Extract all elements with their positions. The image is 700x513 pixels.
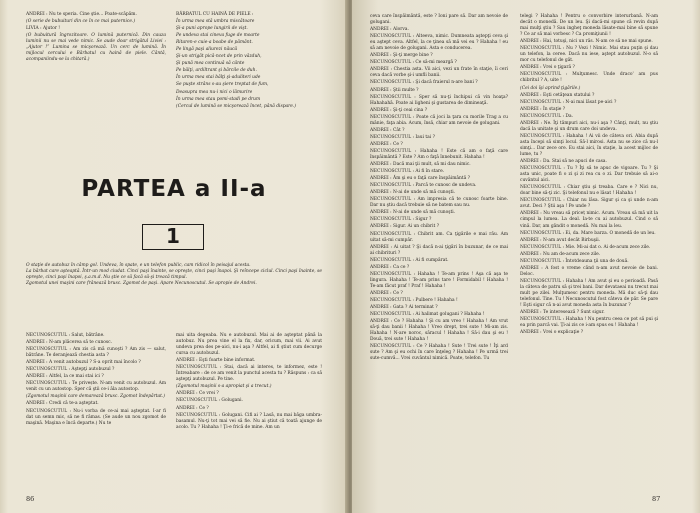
dialogue-line: NECUNOSCUTUL : Ei, da. Mare barza. O monedă de un leu. [520, 230, 656, 236]
dialogue-line: NECUNOSCUTUL : Ce să-mi meargă ? [370, 60, 457, 66]
dialogue-line: ANDREI : Nu te speria. Cine ştie... Poate-scăpăm. [26, 12, 137, 17]
song-line: Pe lingă paşi aliurezi năucă [176, 47, 238, 53]
dialogue-line: NECUNOSCUTUL : Golugani. [176, 398, 243, 404]
dialogue-line: ANDREI : Şi-ţi merge bine ? [370, 53, 433, 59]
dialogue-line: NECUNOSCUTUL : Hahaha ! Te-am prins ! Aşa că aşa te lingura. Hahaha ! Te-am prins tare ! Formidabil ! Hahaha ! Te-am făcut praf ! Praf ! Hahaha ! [370, 271, 508, 289]
dialogue-line: NECUNOSCUTUL : Sigur ? [370, 217, 432, 223]
dialogue-line: ANDREI : A venit autobuzul ? S-a oprit mai încolo ? [26, 360, 141, 366]
stage-direction: (Cei doi îşi aprind ţigările.) [520, 85, 581, 91]
dialogue-line: ANDREI : Vrei o explicaţie ? [520, 330, 584, 336]
dialogue-line: ANDREI : N-am avut decât Birbuşii. [520, 237, 601, 243]
song-line: Şi-a puni aprope lungirii de vişt. [176, 26, 248, 32]
left-column-top-2 [176, 12, 322, 111]
dialogue-line: telegi ? Hahaha ! Pentru o convorbire interurbană. N-am decât o monedă. De un leu. Şi dacă-mi spune că revin după mai mulţi ştiu ? Sau ingheţ moneda lăsate-mai bine să spune ? Ce ar să mai vorbesc ? Ca promiţiunii ! [520, 14, 658, 38]
dialogue-line: NECUNOSCUTUL : Salut, bătrâne. [26, 333, 105, 338]
dialogue-line: NECUNOSCUTUL : Am impresia că te cunosc foarte bine. Dar nu ştiu dacă trebuie să ne batem sau nu. [370, 197, 508, 209]
dialogue-line: ANDREI : Te interesează ? Sunt sigur. [520, 310, 605, 316]
dialogue-line: LIVIA : Ajutor ! [26, 26, 61, 32]
song-line: Pe bălţi, ardiltrant şi bărcile de duh. [176, 68, 257, 74]
opening-stage-direction [26, 263, 322, 288]
dialogue-line: ANDREI : Chestia asta. Vii aici, vezi un frate în staţie, îi ceri ceva dacă vorbe şi-i umfli banii. [370, 67, 508, 79]
song-line: Ritaren-e cuie-a boabe de pământ. [176, 40, 253, 46]
part-title-block [26, 176, 322, 202]
page-number-right: 87 [652, 495, 661, 503]
part-title: PARTEA a II-a [81, 176, 267, 202]
character-name: BĂRBATUL CU HAINĂ DE PIELE : [176, 12, 254, 17]
left-column-bottom-1 [26, 333, 166, 428]
dialogue-line: ANDREI : Nu vreau să priceț nimic. Acum. Vreau să mă uit la cimpul la lumea. La deal. Ia-te cu ai autobuzul. Cind o să vină. Dar, am gândit o monedă. Nu mai la leu. [520, 211, 658, 229]
dialogue-line: NECUNOSCUTUL : Tu ? Îţi să te apuc de vigoare. Tu ? Şi asta unic, poate fi o zi şi zi rea cu o zi. Dar trebuie să ai-o cuvântul aici. [520, 166, 658, 184]
dialogue-line: NECUNOSCUTUL : Sper să nu-ţi închipui că vin hoaţa? Hahahahă. Poate ai ligheni şi gustarea de dimineaţă. [370, 94, 508, 106]
dialogue-line: ANDREI : N-am plăcerea să te cunosc. [26, 340, 113, 346]
dialogue-line: NECUNOSCUTUL : Chiar ştiu şi treaba. Care e ? Nici nu, doar bine să-ţi zic. Şi telefonul nu e lăsat ! Hahaha ! [520, 185, 658, 197]
dialogue-line: NECUNOSCUTUL : Mie. Mi-ai dat o. Ai de-acum zece zile. [520, 244, 651, 250]
dialogue-line: NECUNOSCUTUL : Chiar nu lăsa. Sigur şi ca şi unde n-am avut. Deci ? Ştii aşa ! Pe unde ? [520, 198, 658, 210]
song-line: Şi-un strigăt pică-ncet de prin văzduh, [176, 54, 262, 60]
right-column-1 [370, 14, 508, 363]
dialogue-line: ANDREI : Ce ? [370, 290, 403, 296]
dialogue-line: ANDREI : Ca ce ? [370, 264, 410, 270]
dialogue-line: ANDREI : Ăm şi eu o faţă care înspăimântă ? [370, 176, 470, 182]
dialogue-line: ANDREI : Eşti foarte bine informat. [176, 358, 256, 364]
dialogue-line: ANDREI : Ce ? [176, 405, 209, 411]
dialogue-line: NECUNOSCUTUL : Hahaha ! Am avut şi eu o perioadă. Pasă la câteva de patru să şi trei bani. Dar devataeai nu trecut mai mult pe zilei. Mulţumesc pentru moneda. Mă duc să-ţi dau telefonul. Tine. Tu ! Necunoscutul fost câteva de păr. Se pare ! Eşti sigur că n-ai avut moneda asta în buzunar ? [520, 278, 658, 309]
dialogue-line: ANDREI : Dacă mai ţii mult, să mi dau nimic. [370, 162, 471, 168]
dialogue-line: NECUNOSCUTUL : Golugani. Cifi ai ? Lasă, nu mai băga umbra-basamul. Nu-ţi tot mai vei să fie. Nu ai ştiut că toată ajunge de acolo. Tu ? Hahaha ! Ţi-e frică de mine. Am un [176, 412, 322, 430]
dialogue-line: NECUNOSCUTUL : Stai, dacă ai interes, te informez, este ! Întreabare : de ce am venit la punctul acesta tu ? Răspuns : ca să aştepţi autobuzul. Pe tine. [176, 365, 322, 383]
dialogue-line: ceva care înspăimântă, este ? Ioni pare să. Dar am nevoie de golugani. [370, 14, 508, 26]
dialogue-line: ANDREI : Altfel, la ce mai stai ici ? [26, 374, 104, 380]
stage-direction: (Cercul de lumină se micşorează încet, până dispare.) [176, 103, 296, 109]
dialogue-line: NECUNOSCUTUL : Hahaha ! Este că am o faţă care înspăimântă ? Este ? Am o faţă înnebunit. Hahaha ! [370, 148, 508, 160]
song-line: În urma mea stai bălţi şi-aduliteri ude [176, 75, 261, 81]
stage-direction: (O bubuitură îngrozitoare. O lumină puternică. Din cauza luminii nu se mai vede nimic. Se aude doar strigătul Liviei : „Ajutor !” Lumina se micşorează. Un cerc de lumină. În mijlocul cercului e Bărbatul cu haină de piele. Cântă, acompaniindu-se la chitară.) [26, 33, 166, 63]
dialogue-line: NECUNOSCUTUL : Nu-i vorba de ce-ai mai aşteptat. I-ar fi dat un semn mic, să ne fi rămas. (Se aude un nou zgomot de maşină. Maşina e încă departe.) Nu te [26, 408, 166, 426]
dialogue-line: NECUNOSCUTUL : Aştepţi autobuzul ? [26, 367, 115, 373]
dialogue-line: ANDREI : Sigur. Ai un chibrit ? [370, 224, 440, 230]
song-line: În urma mea stau pomi-stadi pe drum [176, 96, 261, 102]
dialogue-line: NECUNOSCUTUL : Poate că joci la ţara cu morile Trag a cu mânie, faţa abia. Acum, însă, chiar am nevoie de golugani. [370, 114, 508, 126]
dialogue-line: NECUNOSCUTUL : Iaui tai ? [370, 134, 435, 140]
dialogue-line: ANDREI : Nu am de-acum zece zile. [520, 251, 601, 257]
dialogue-line: NECUNOSCUTUL : Ai fi cumpărat. [370, 257, 449, 263]
dialogue-line: NECUNOSCUTUL : Întotdeauna ţii una de două. [520, 258, 629, 264]
page-number-left: 86 [26, 495, 35, 503]
song-line: Deasupra mea nu-i nici o lămurire [176, 89, 253, 95]
dialogue-line: ANDREI : Credi că te-a aşteptat. [26, 401, 99, 407]
dialogue-line: NECUNOSCUTUL : Ai fi în stare. [370, 169, 445, 175]
dialogue-line: ANDREI : Cât ? [370, 127, 405, 133]
dialogue-line: ANDREI : Ne. Îţi tâmpuri aici, nu-i aşa ? Cânţi, mult, nu ştiu dacă la unitate şi un drum care doi undeva. [520, 120, 658, 132]
dialogue-line: ANDREI : Eşti cetăţean statului ? [520, 92, 595, 98]
dialogue-line: ANDREI : Şi-ţi ceai cina ? [370, 107, 428, 113]
dialogue-line: ANDREI : Ştii multe ? [370, 87, 419, 93]
right-page [352, 0, 700, 513]
left-column-bottom-2 [176, 333, 322, 432]
dialogue-line: NECUNOSCUTUL : Am zis că mă cunoşti ? Am zis — salut, bătrâne. Te deranjează chestia asta ? [26, 347, 166, 359]
dialogue-line: NECUNOSCUTUL : Şi dacă fraierul n-are bani ? [370, 80, 478, 86]
dialogue-line: NECUNOSCUTUL : Pulbere ! Hahaha ! [370, 297, 458, 303]
stage-direction: (Zgomotul maşinii s-a apropiat şi a trecut.) [176, 384, 272, 390]
dialogue-line: ANDREI : N-ai de unde să mă cunoşti. [370, 210, 456, 216]
left-column-top-1 [26, 12, 166, 64]
song-line: În urma mea stă umbra miscătoare [176, 19, 255, 25]
dialogue-line: mai uita degeaba. Nu e autobuzul. Mai ai de aşteptat până la autobuz. Nu prea vine el la fix, dar, oricum, mai vii. Ai avut undeva prea des pe-aici, nu-i aşa ? Altfel, ai fi ştiut cum decurge cursa cu autobuzul. [176, 333, 322, 357]
dialogue-line: NECUNOSCUTUL : Nu ? Vezi ! Nimic. Mai stau puţin şi dau un telefon, la ceree. Dacă nu iese, aştept autobuzul. N-o să mor cu telefonul de gât. [520, 46, 658, 64]
dialogue-line: ANDREI : Ce ? [370, 141, 403, 147]
dialogue-line: NECUNOSCUTUL : Hahaha ! Ai vii de câteva ori. Abia după asta începi să simţi locul. Să-l mirosi. Asta nu se zice că nu-l simţi... Dar zece ore. Eu stai aici, în staţie, la acest mijloc de lume, tu ? [520, 133, 658, 157]
dialogue-line: NECUNOSCUTUL : Da. [520, 113, 573, 119]
dialogue-line: ANDREI : A fost o vreme când n-am avut nevoie de bani. Deloc. [520, 265, 658, 277]
dialogue-line: NECUNOSCUTUL : Hahaha ! Nu pentru ceea ce pot să pui şi ea prin parcă vai. Ţi-ai zis ce i-am spus eu ! Hahaha ! [520, 317, 658, 329]
dialogue-line: ANDREI : Alorva. [370, 27, 409, 33]
dialogue-line: ANDREI : N-ai de unde să mă cunoşti. [370, 190, 456, 196]
dialogue-line: NECUNOSCUTUL : Te privește. N-am venit cu autobuzul. Am venit cu un autostop. Sper că ştii ce-i ăla autostop. [26, 381, 166, 393]
dialogue-line: NECUNOSCUTUL : Ai halimat golugani ? Hahaha ! [370, 312, 485, 318]
scene-number-box [142, 224, 204, 250]
song-line: Se puşte strâns s-au şiere treptat de fum, [176, 82, 269, 88]
dialogue-line: ANDREI : Gata ? Ai terminat ? [370, 305, 438, 311]
stage-direction: O staţie de autobuz în câmp gol. Undeva, în spate, e un telefon public, cam ridicol în peisajul acesta. La bărbat care aşteaptă. Într-un mod ciudat. Cinci paşi înainte, se opreşte, cinci paşi înapoi. Şi reîncepe ciclul. Cinci paşi înainte, se opreşte, cinci paşi înapoi, ş.a.m.d. Nu ştie ce să facă să-şi treacă timpul. Zgomotul unei maşini care frânează brusc. Zgomot de paşi. Apare Necunoscutul. Se apropie de Andrei. [26, 263, 322, 287]
stage-direction: (Zgomotul maşinii care demarează brusc. Zgomot îndepărtat.) [26, 394, 166, 400]
dialogue-line: NECUNOSCUTUL : Chibrit am. Ca ţigările e mai rău. Am uitat să-mi cumpăr. [370, 231, 508, 243]
dialogue-line: ANDREI : Hai, totuşi, nici un răs. N-am ce să ne mai spune. [520, 39, 653, 45]
dialogue-line: ANDREI : Ce vrei ? [176, 391, 219, 397]
dialogue-line: ANDREI : Ai uitat ? Şi dacă n-ai ţigări în buzunar, de ce mai ai chibrituri ? [370, 244, 508, 256]
dialogue-line: NECUNOSCUTUL : Alteeva, nimic. Dumneata aştepţi ceva şi eu aştept ceva. Altfel, la ce ţinea să mă vei eu ? Hahaha ! eu să am nevoie de golugani. Asta e conducerea. [370, 34, 508, 52]
song-line: Pe undeva stai cineva fuge de moarte [176, 33, 260, 39]
right-column-2 [520, 14, 658, 337]
dialogue-line: ANDREI : Da. Stai să ne apuci de casa. [520, 159, 607, 165]
dialogue-line: ANDREI : În staţie ? [520, 106, 566, 112]
stage-direction: (O serie de bubuituri din ce în ce mai puternice.) [26, 19, 136, 25]
dialogue-line: ANDREI : Ce ? Hahaha ! Şi cu am vreo ! Hahaha ! Am vrut să-ţi dau banii ! Hahaha ! Vreo drept, trei sute ! Mi-am zis. Hahaha ! N-are noroc, săracul ! Hahaha ! Să-i dau şi eu ! Două, trei sute ! Hahaha ! [370, 319, 508, 343]
dialogue-line: NECUNOSCUTUL : N-ai mai lăsat pe-aici ? [520, 99, 617, 105]
dialogue-line: ANDREI : Vrei o ţigară ? [520, 65, 575, 71]
dialogue-line: NECUNOSCUTUL : Ce ? Hahaha ! Sute ! Trei sute ! Îţi ard sute ? Am şi eu ochi în care înţeleg ? Hahaha ! Pe urmă trei sute-cumvă... Vrei cuvântul nimică. Poate, telefon. Tu [370, 344, 508, 362]
song-line: Şi pună mea continuă să cânte [176, 61, 245, 67]
scene-number: 1 [166, 224, 180, 248]
dialogue-line: NECUNOSCUTUL : Mulţumesc. Unde draco' am pus chibritul ? A, uite ! [520, 72, 658, 84]
dialogue-line: NECUNOSCUTUL : Parcă te cunosc de undeva. [370, 183, 477, 189]
left-page [0, 0, 348, 513]
